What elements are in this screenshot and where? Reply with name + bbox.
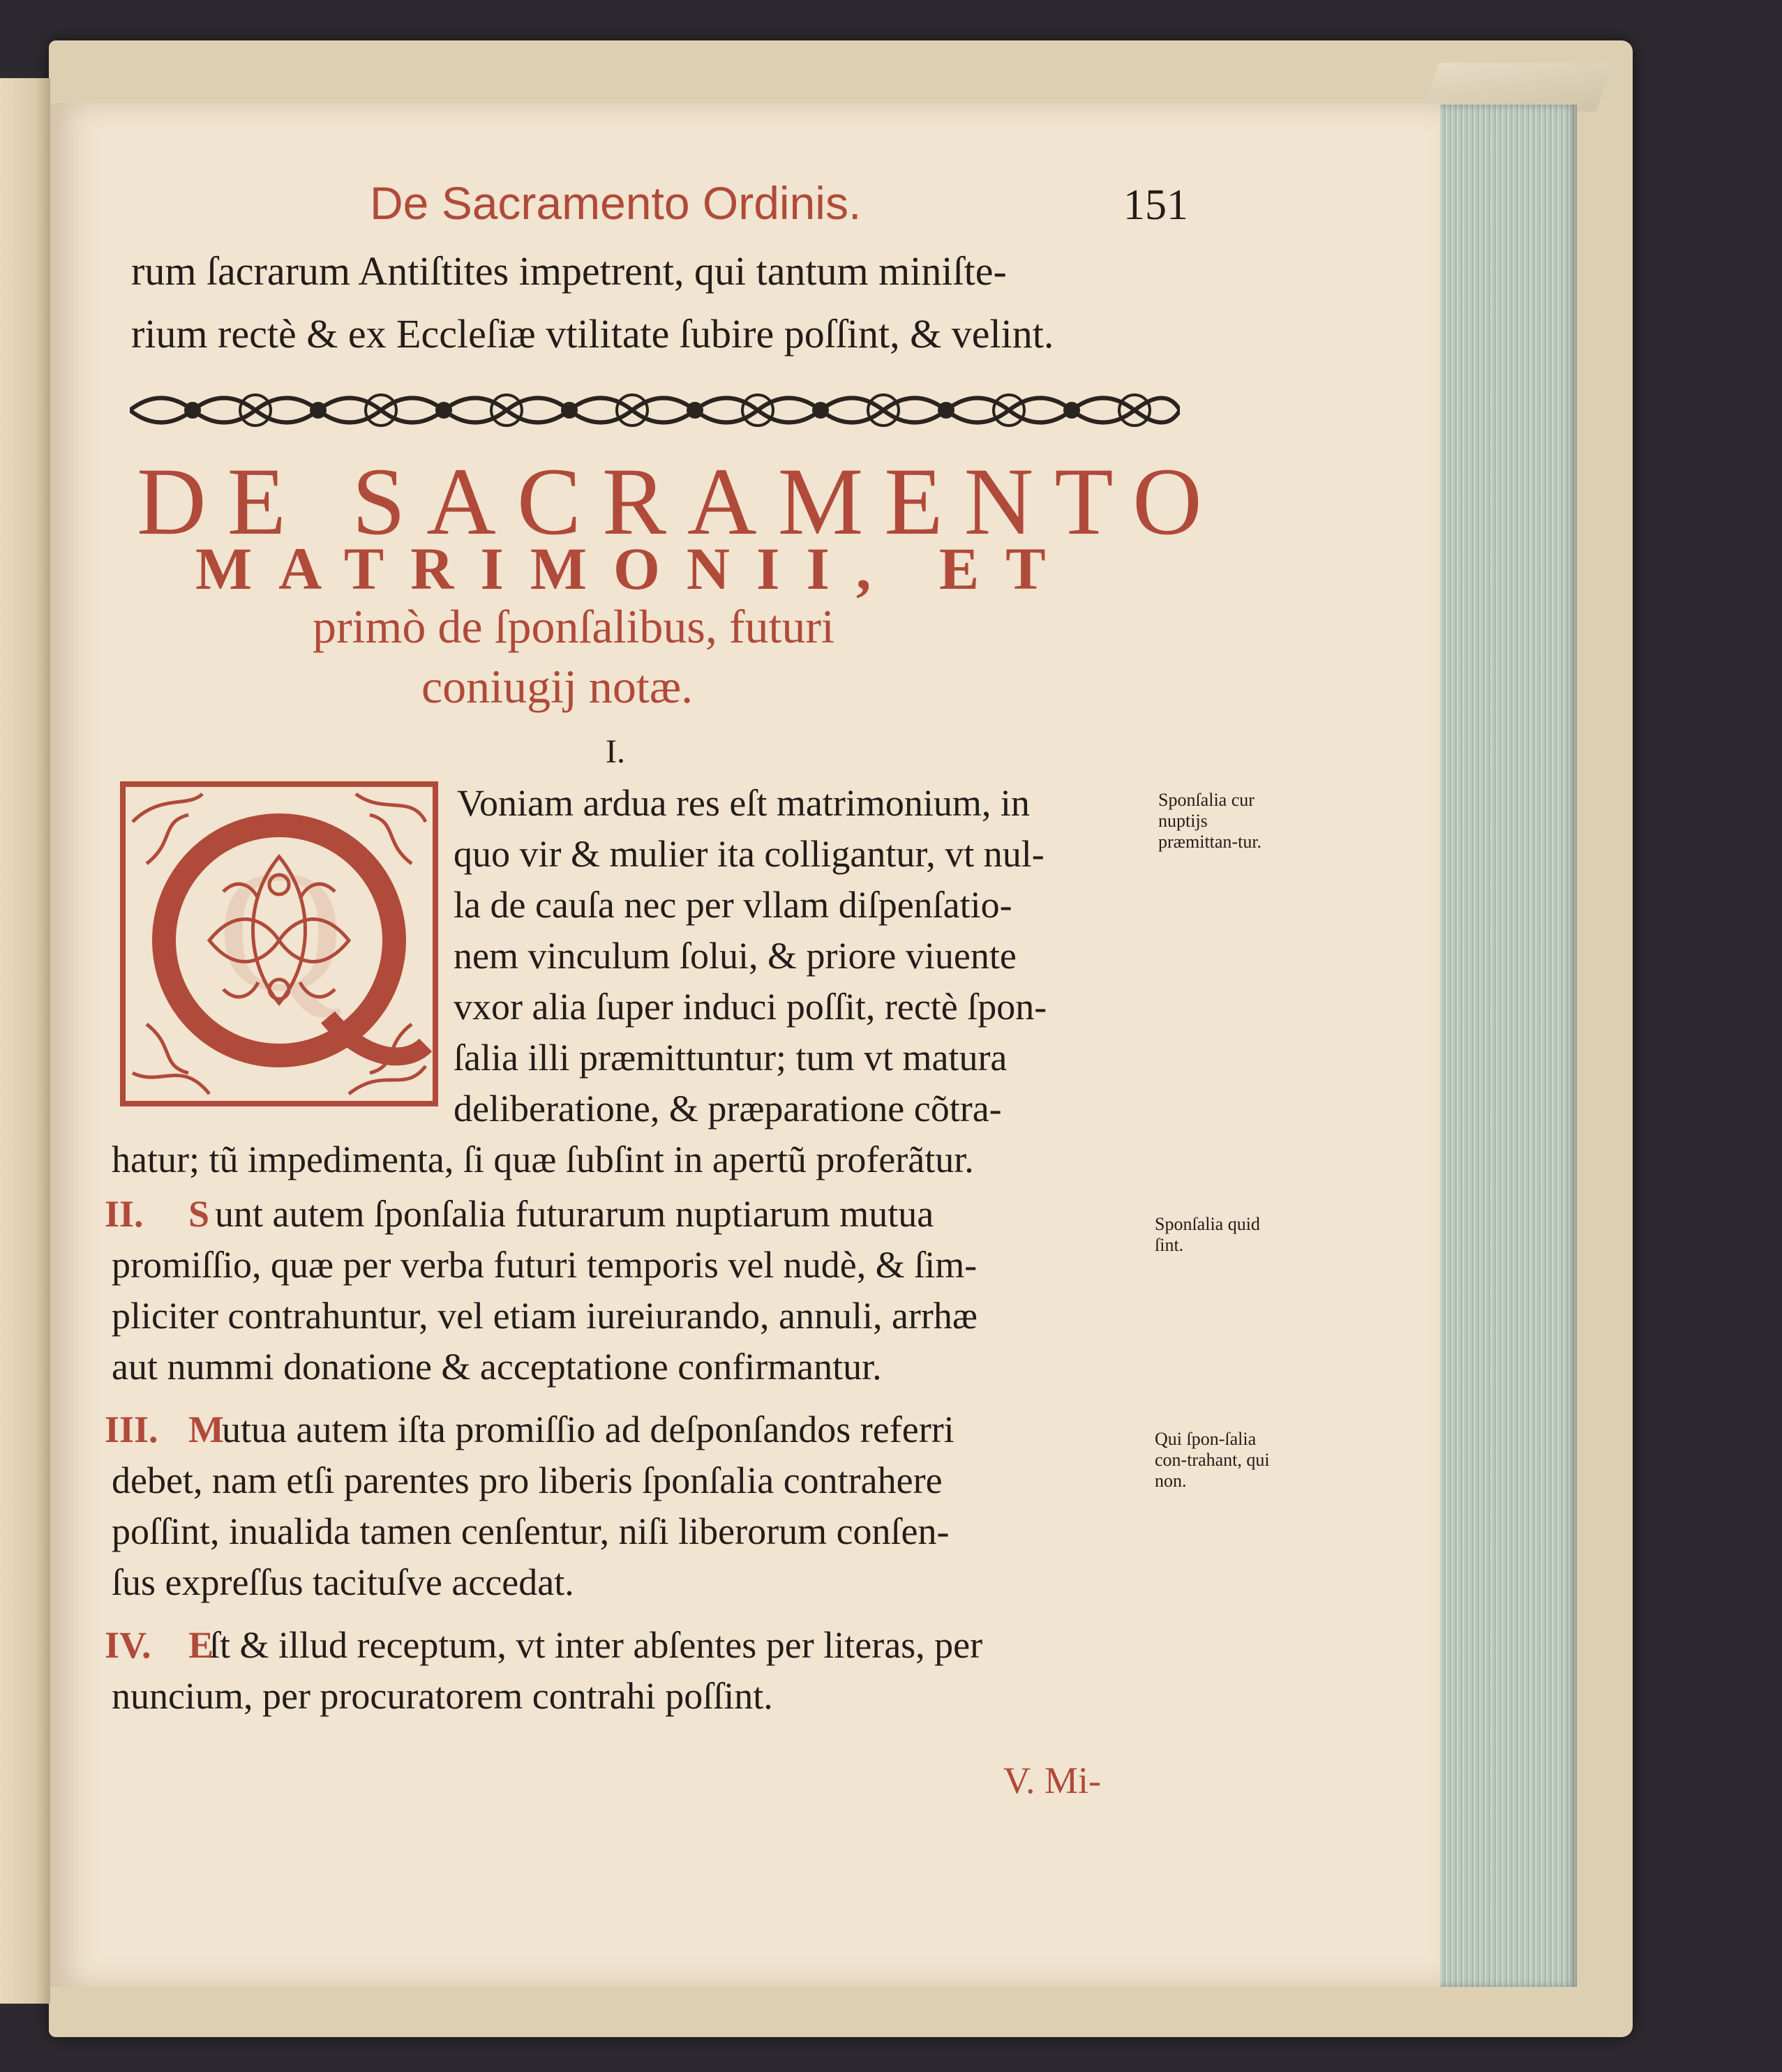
text-line: ſus expreſſus tacituſve accedat. <box>112 1561 574 1603</box>
continuation-line: rum ſacrarum Antiſtites impetrent, qui tantum miniſte- <box>131 248 1007 294</box>
text-line: poſſint, inualida tamen cenſentur, niſi liberorum conſen- <box>112 1510 950 1552</box>
text-line: nem vinculum ſolui, & priore viuente <box>454 935 1017 977</box>
marginal-note: Sponſalia quid ſint. <box>1155 1214 1260 1255</box>
text-line: promiſſio, quæ per verba futuri temporis vel nudè, & ſim- <box>112 1244 978 1286</box>
section-initial: E <box>188 1624 214 1666</box>
marginal-note: Qui ſpon-ſalia con-trahant, qui non. <box>1155 1429 1270 1491</box>
page-number: 151 <box>1123 181 1188 229</box>
marginal-note: Sponſalia cur nuptijs præmittan-tur. <box>1158 790 1262 852</box>
chapter-subtitle: coniugij notæ. <box>421 660 694 713</box>
drop-cap-letter: Q <box>217 834 344 1028</box>
ornamental-initial-q <box>119 780 440 1108</box>
left-page-edge <box>0 78 50 2004</box>
text-line: pliciter contrahuntur, vel etiam iureiurando, annuli, arrhæ <box>112 1295 978 1337</box>
text-line: vxor alia ſuper induci poſſit, rectè ſpon- <box>454 986 1047 1028</box>
chapter-title: DE SACRAMENTO <box>137 448 1223 555</box>
printers-ornament-band <box>130 382 1180 438</box>
text-line: la de cauſa nec per vllam diſpenſatio- <box>454 884 1012 926</box>
continuation-line: rium rectè & ex Eccleſiæ vtilitate ſubire poſſint, & velint. <box>131 311 1054 356</box>
page-fore-edge <box>1437 105 1577 1987</box>
text-line: utua autem iſta promiſſio ad deſponſandos referri <box>222 1409 954 1450</box>
text-line: ſalia illi præmittuntur; tum vt matura <box>454 1037 1008 1079</box>
section-number: II. <box>105 1193 144 1235</box>
section-number: III. <box>105 1409 158 1450</box>
section-initial: S <box>188 1193 210 1235</box>
text-line: deliberatione, & præparatione cõtra- <box>454 1088 1002 1129</box>
catchword: V. Mi- <box>1003 1759 1102 1801</box>
running-head: De Sacramento Ordinis. <box>370 177 862 229</box>
text-line: ſt & illud receptum, vt inter abſentes per literas, per <box>209 1624 983 1666</box>
text-line: unt autem ſponſalia futurarum nuptiarum mutua <box>215 1193 934 1235</box>
section-initial: M <box>188 1409 224 1450</box>
text-line: hatur; tũ impedimenta, ſi quæ ſubſint in apertũ proferãtur. <box>112 1139 974 1180</box>
section-number: IV. <box>105 1624 151 1666</box>
text-line: quo vir & mulier ita colligantur, vt nul- <box>454 833 1045 875</box>
chapter-subtitle: primò de ſponſalibus, futuri <box>313 600 834 653</box>
text-line: aut nummi donatione & acceptatione confirmantur. <box>112 1346 882 1388</box>
text-line: nuncium, per procuratorem contrahi poſſint. <box>112 1675 773 1717</box>
text-line: Voniam ardua res eſt matrimonium, in <box>457 782 1030 824</box>
text-line: debet, nam etſi parentes pro liberis ſponſalia contrahere <box>112 1459 943 1501</box>
chapter-title: MATRIMONII, ET <box>195 535 1072 602</box>
section-number: I. <box>606 733 625 770</box>
